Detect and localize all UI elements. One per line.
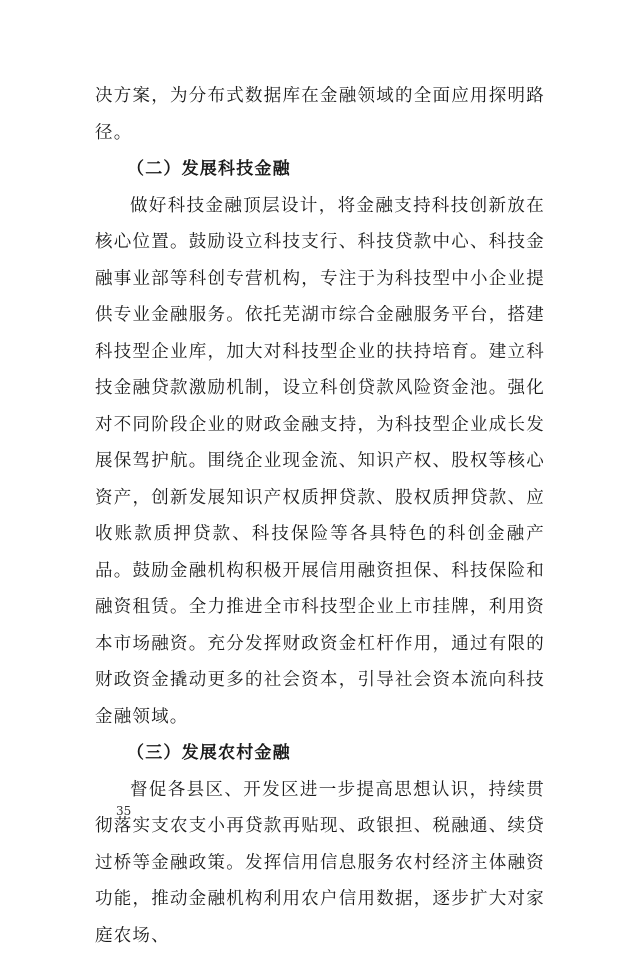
continuation-paragraph: 决方案，为分布式数据库在金融领域的全面应用探明路径。	[95, 78, 545, 151]
section-heading-rural-finance: （三）发展农村金融	[95, 735, 545, 772]
tech-finance-paragraph: 做好科技金融顶层设计，将金融支持科技创新放在核心位置。鼓励设立科技支行、科技贷款中心、科技金融事业部等科创专营机构，专注于为科技型中小企业提供专业金融服务。依托芜湖市综合金融服务平台，搭建科技型企业库，加大对科技型企业的扶持培育。建立科技金融贷款激励机制，设立科创贷款风险资金池。强化对不同阶段企业的财政金融支持，为科技型企业成长发展保驾护航。围绕企业现金流、知识产权、股权等核心资产，创新发展知识产权质押贷款、股权质押贷款、应收账款质押贷款、科技保险等各具特色的科创金融产品。鼓励金融机构积极开展信用融资担保、科技保险和融资租赁。全力推进全市科技型企业上市挂牌，利用资本市场融资。充分发挥财政资金杠杆作用，通过有限的财政资金撬动更多的社会资本，引导社会资本流向科技金融领域。	[95, 188, 545, 736]
rural-finance-paragraph: 督促各县区、开发区进一步提高思想认识，持续贯彻落实支农支小再贷款再贴现、政银担、税融通、续贷过桥等金融政策。发挥信用信息服务农村经济主体融资功能，推动金融机构利用农户信用数据，逐步扩大对家庭农场、	[95, 772, 545, 954]
section-heading-tech-finance: （二）发展科技金融	[95, 151, 545, 188]
document-body	[95, 78, 545, 954]
page-number: 35	[116, 804, 131, 818]
